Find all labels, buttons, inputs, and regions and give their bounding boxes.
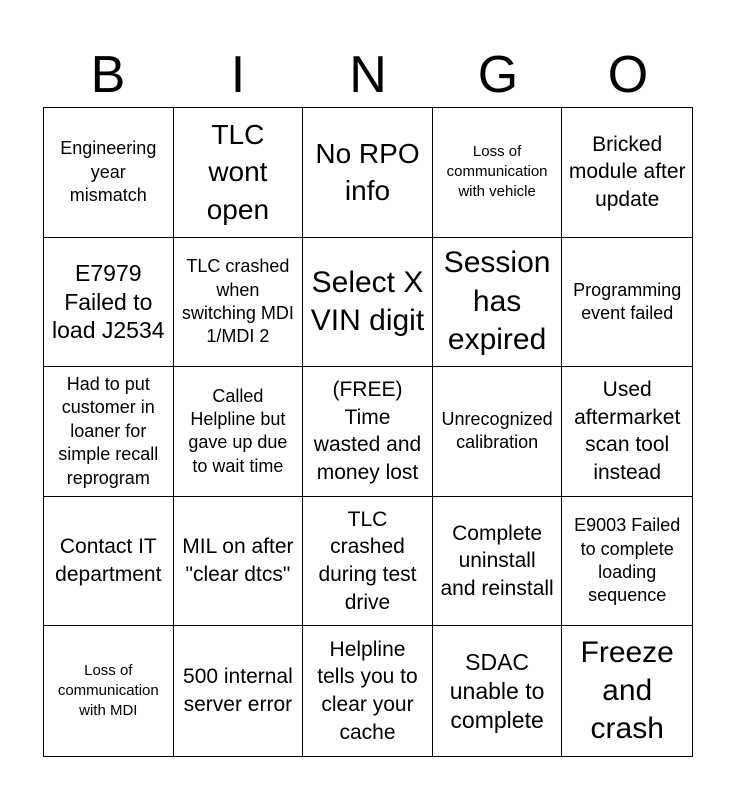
bingo-cell-n2[interactable]: Select X VIN digit (303, 238, 433, 368)
bingo-cell-i2[interactable]: TLC crashed when switching MDI 1/MDI 2 (174, 238, 304, 368)
header-letter-b: B (90, 46, 126, 104)
bingo-cell-n5[interactable]: Helpline tells you to clear your cache (303, 626, 433, 756)
header-letter-g: G (477, 46, 519, 104)
bingo-cell-o2[interactable]: Programming event failed (562, 238, 692, 368)
bingo-cell-g3[interactable]: Unrecognized calibration (433, 367, 563, 497)
bingo-cell-g1[interactable]: Loss of communication with vehicle (433, 108, 563, 238)
header-letter-i: I (230, 46, 246, 104)
bingo-board (43, 107, 693, 757)
bingo-cell-i1[interactable]: TLC wont open (174, 108, 304, 238)
bingo-cell-o4[interactable]: E9003 Failed to complete loading sequence (562, 497, 692, 627)
bingo-cell-n1[interactable]: No RPO info (303, 108, 433, 238)
bingo-cell-o3[interactable]: Used aftermarket scan tool instead (562, 367, 692, 497)
bingo-cell-o1[interactable]: Bricked module after update (562, 108, 692, 238)
bingo-cell-free[interactable]: (FREE) Time wasted and money lost (303, 367, 433, 497)
bingo-cell-b4[interactable]: Contact IT department (44, 497, 174, 627)
bingo-cell-g5[interactable]: SDAC unable to complete (433, 626, 563, 756)
bingo-cell-i5[interactable]: 500 internal server error (174, 626, 304, 756)
bingo-cell-o5[interactable]: Freeze and crash (580, 635, 674, 746)
bingo-cell-b2[interactable]: E7979 Failed to load J2534 (44, 238, 174, 368)
bingo-cell-n4[interactable]: TLC crashed during test drive (303, 497, 433, 627)
bingo-cell-i3[interactable]: Called Helpline but gave up due to wait time (174, 367, 304, 497)
bingo-cell-b5[interactable]: Loss of communication with MDI (44, 626, 174, 756)
bingo-cell-g4[interactable]: Complete uninstall and reinstall (433, 497, 563, 627)
header-letter-o: O (607, 46, 649, 104)
bingo-cell-i4[interactable]: MIL on after "clear dtcs" (174, 497, 304, 627)
bingo-cell-g2[interactable]: Session has expired (433, 238, 563, 368)
bingo-cell-b3[interactable]: Had to put customer in loaner for simple recall reprogram (44, 367, 174, 497)
bingo-cell-b1[interactable]: Engineering year mismatch (44, 108, 174, 238)
header-letter-n: N (349, 46, 387, 104)
bingo-header (43, 42, 693, 108)
